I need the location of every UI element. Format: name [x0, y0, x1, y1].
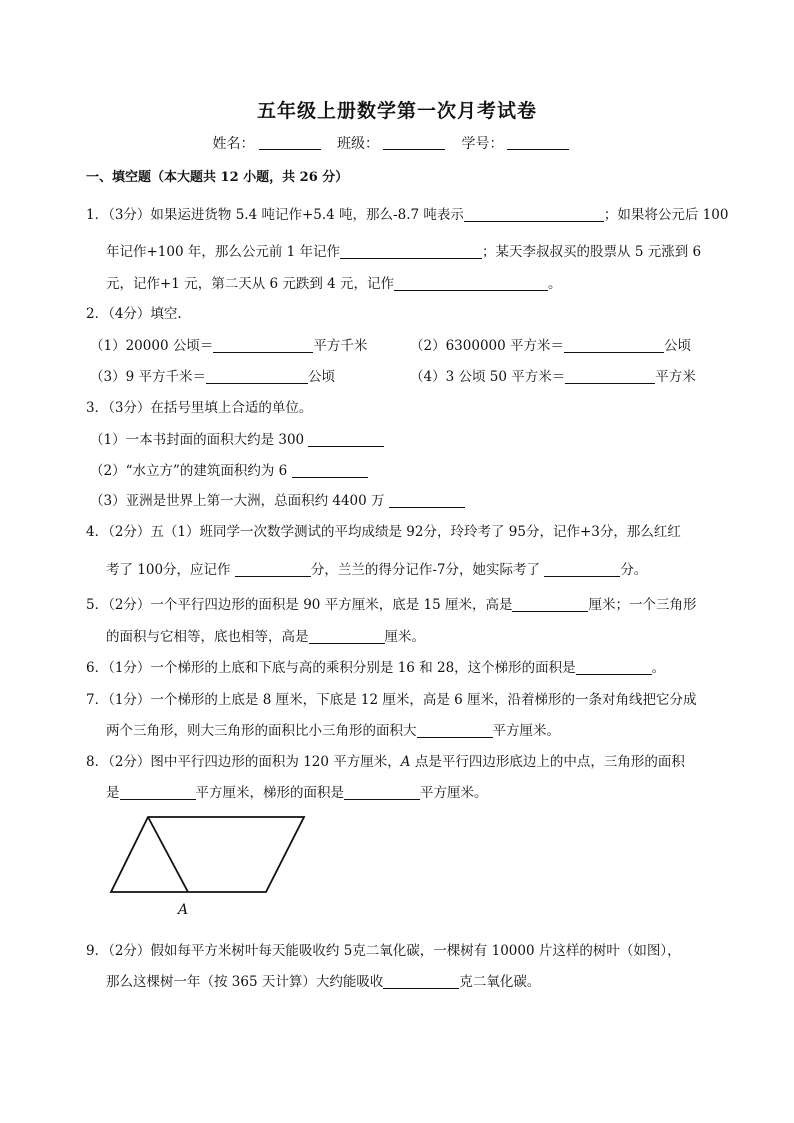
q1-text-4: ；某天李叔叔买的股票从 5 元涨到 6 — [482, 244, 702, 260]
q3-s1-text: （1）一本书封面的面积大约是 300 — [90, 432, 305, 448]
q2-s4-text: （4）3 公顷 50 平方米＝ — [410, 369, 566, 385]
q2-blank-2[interactable] — [564, 338, 664, 353]
q1-line-3 — [106, 272, 562, 292]
parallelogram-figure — [108, 812, 308, 896]
q3-sub-3 — [90, 489, 465, 509]
q1-text-2: ；如果将公元后 100 — [603, 207, 729, 223]
q1-blank-3[interactable] — [394, 276, 548, 291]
q3-s2-text: （2）“水立方”的建筑面积约为 6 — [90, 463, 288, 479]
q3-s3-text: （3）亚洲是世界上第一大洲，总面积约 4400 万 — [90, 493, 385, 509]
q4-line-1: 4．（2分）五（1）班同学一次数学测试的平均成绩是 92分，玲玲考了 95分，记作+3分，那么红红 — [86, 524, 681, 540]
q5-blank-2[interactable] — [309, 629, 385, 644]
q1-text-5: 元，记作+1 元，第二天从 6 元跌到 4 元，记作 — [106, 276, 395, 292]
class-label: 班级： — [337, 136, 379, 152]
q5-blank-1[interactable] — [512, 597, 588, 612]
q2-blank-1[interactable] — [213, 338, 313, 353]
section-heading: 一、填空题（本大题共 12 小题，共 26 分） — [86, 170, 349, 185]
q5-text-3: 的面积与它相等，底也相等，高是 — [106, 629, 309, 645]
q7-text-2: 两个三角形，则大三角形的面积比小三角形的面积大 — [106, 723, 417, 739]
q2-sub-4 — [410, 365, 696, 385]
q3-heading: 3．（3分）在括号里填上合适的单位。 — [86, 400, 313, 416]
id-blank[interactable] — [507, 135, 569, 150]
q5-line-2 — [106, 625, 425, 645]
q7-blank-1[interactable] — [417, 723, 493, 738]
q3-sub-2 — [90, 459, 368, 479]
q3-blank-2[interactable] — [292, 463, 368, 478]
q8-text-1: 8．（2分）图中平行四边形的面积为 120 平方厘米， — [86, 754, 401, 770]
q2-s2-text: （2）6300000 平方米＝ — [410, 338, 565, 354]
q1-line-1 — [86, 203, 728, 223]
q7-text-3: 平方厘米。 — [492, 723, 560, 739]
q2-s1-unit: 平方千米 — [313, 338, 368, 354]
exam-title: 五年级上册数学第一次月考试卷 — [256, 100, 537, 122]
q8-text-2: 点是平行四边形底边上的中点，三角形的面积 — [410, 754, 685, 770]
q4-blank-2[interactable] — [544, 562, 620, 577]
q2-sub-3 — [90, 365, 335, 385]
q1-text-3: 年记作+100 年，那么公元前 1 年记作 — [106, 244, 341, 260]
q2-s4-unit: 平方米 — [655, 369, 696, 385]
q9-text-2: 那么这棵树一年（按 365 天计算）大约能吸收 — [106, 974, 384, 990]
student-info-row — [0, 133, 794, 153]
q1-blank-2[interactable] — [340, 244, 482, 259]
q4-line-2 — [106, 558, 647, 578]
q7-line-1: 7．（1分）一个梯形的上底是 8 厘米，下底是 12 厘米，高是 6 厘米，沿着梯形的一条对角线把它分成 — [86, 692, 697, 708]
q2-heading: 2．（4分）填空. — [86, 306, 182, 322]
q3-blank-3[interactable] — [389, 493, 465, 508]
q3-blank-1[interactable] — [308, 432, 384, 447]
id-label: 学号： — [461, 136, 504, 152]
q7-line-2 — [106, 719, 560, 739]
q2-blank-4[interactable] — [565, 369, 655, 384]
q5-line-1 — [86, 593, 696, 613]
q2-s1-text: （1）20000 公顷＝ — [90, 338, 214, 354]
q2-sub-2 — [410, 334, 691, 354]
q5-text-2: 厘米；一个三角形 — [588, 597, 697, 613]
q1-text-6: 。 — [548, 276, 562, 292]
q5-text-4: 厘米。 — [384, 629, 425, 645]
name-label: 姓名： — [212, 136, 255, 152]
triangle-divider-line — [148, 817, 188, 892]
q2-blank-3[interactable] — [206, 369, 308, 384]
q4-blank-1[interactable] — [235, 562, 311, 577]
q8-text-4: 平方厘米，梯形的面积是 — [195, 785, 344, 801]
q9-blank-1[interactable] — [383, 974, 459, 989]
q8-text-3: 是 — [106, 785, 120, 801]
q4-text-4: 分。 — [620, 562, 648, 578]
q8-text-5: 平方厘米。 — [420, 785, 488, 801]
q6-text-1: 6．（1分）一个梯形的上底和下底与高的乘积分别是 16 和 28，这个梯形的面积是 — [86, 660, 576, 676]
parallelogram-shape — [111, 817, 304, 892]
class-blank[interactable] — [383, 135, 445, 150]
q8-point-a: A — [400, 754, 411, 770]
q5-text-1: 5．（2分）一个平行四边形的面积是 90 平方厘米，底是 15 厘米，高是 — [86, 597, 513, 613]
q2-s2-unit: 公顷 — [664, 338, 692, 354]
q4-text-3: 分，兰兰的得分记作-7分，她实际考了 — [310, 562, 541, 578]
q6-blank-1[interactable] — [576, 660, 652, 675]
figure-point-label: A — [178, 902, 189, 918]
q8-blank-2[interactable] — [344, 785, 420, 800]
name-blank[interactable] — [259, 135, 321, 150]
q1-text: 1．（3分）如果运进货物 5.4 吨记作+5.4 吨，那么-8.7 吨表示 — [86, 207, 464, 223]
q3-sub-1 — [90, 428, 384, 448]
q6-line-1 — [86, 656, 665, 676]
q2-s3-text: （3）9 平方千米＝ — [90, 369, 206, 385]
q8-line-1 — [86, 750, 685, 770]
q2-sub-1 — [90, 334, 367, 354]
q8-line-2 — [106, 781, 488, 801]
q4-text-2: 考了 100分，应记作 — [106, 562, 231, 578]
q9-text-3: 克二氧化碳。 — [459, 974, 541, 990]
q9-line-1: 9．（2分）假如每平方米树叶每天能吸收约 5克二氧化碳，一棵树有 10000 片这样的树叶（如图）， — [86, 943, 681, 959]
q2-s3-unit: 公顷 — [307, 369, 335, 385]
q9-line-2 — [106, 970, 540, 990]
q1-blank-1[interactable] — [464, 207, 604, 222]
q6-text-2: 。 — [651, 660, 666, 676]
q8-blank-1[interactable] — [120, 785, 196, 800]
q1-line-2 — [106, 240, 701, 260]
